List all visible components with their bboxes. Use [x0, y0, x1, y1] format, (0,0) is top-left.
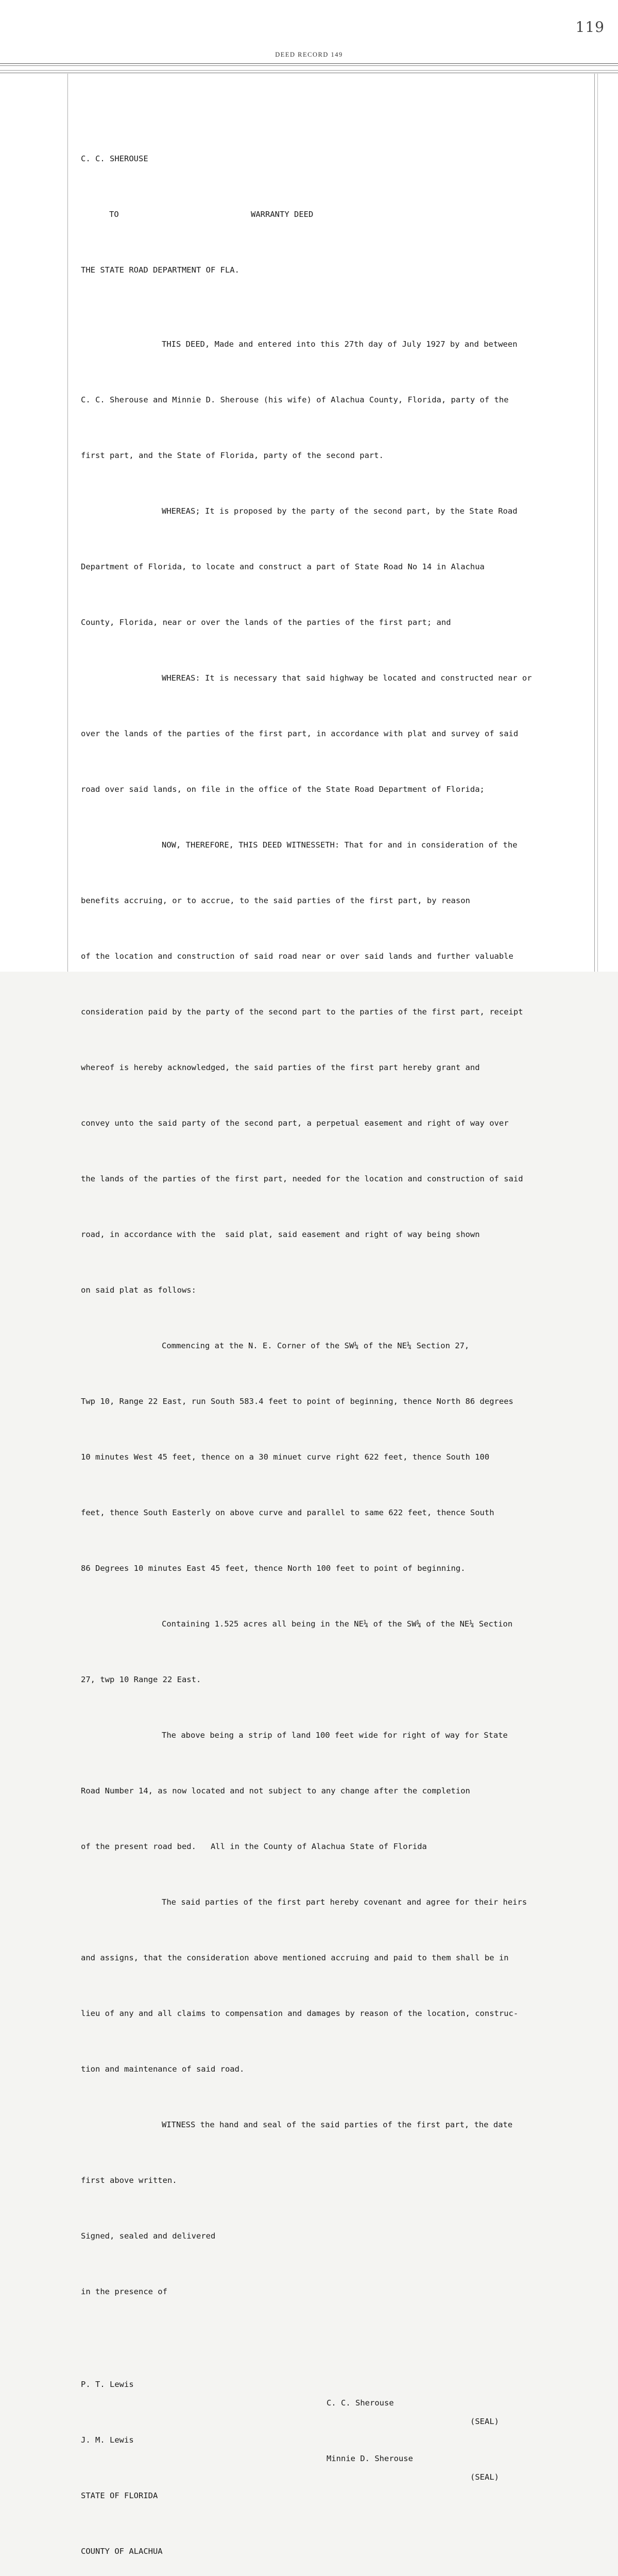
- body-line: 27, twp 10 Range 22 East.: [81, 1675, 201, 1684]
- heading-row: [81, 205, 596, 224]
- body-line: Department of Florida, to locate and construct a part of State Road No 14 in Alachua: [81, 562, 485, 571]
- venue-county: COUNTY OF ALACHUA: [81, 2547, 163, 2556]
- body-line: Containing 1.525 acres all being in the NE¼ of the SW¼ of the NE¼ Section: [162, 1619, 513, 1629]
- seal-mark: (SEAL): [470, 2417, 499, 2426]
- header-rule: [0, 70, 618, 71]
- heading-to: TO: [109, 210, 119, 219]
- deed-text: [81, 112, 596, 2576]
- body-line: the lands of the parties of the first part, needed for the location and construction of said: [81, 1174, 523, 1183]
- body-line: of the location and construction of said road near or over said lands and further valuable: [81, 952, 513, 961]
- seal-mark: (SEAL): [470, 2472, 499, 2482]
- grantee-name: THE STATE ROAD DEPARTMENT OF FLA.: [81, 265, 239, 275]
- body-line: lieu of any and all claims to compensation and damages by reason of the location, construc-: [81, 2009, 519, 2018]
- right-margin-line: [597, 74, 598, 972]
- body-line: over the lands of the parties of the first part, in accordance with plat and survey of said: [81, 729, 519, 738]
- signature-row: [81, 2357, 596, 2426]
- body-line: road, in accordance with the said plat, said easement and right of way being shown: [81, 1230, 480, 1239]
- body-line: NOW, THEREFORE, THIS DEED WITNESSETH: That for and in consideration of the: [162, 840, 518, 850]
- body-line: 86 Degrees 10 minutes East 45 feet, thence North 100 feet to point of beginning.: [81, 1564, 466, 1573]
- venue-state: STATE OF FLORIDA: [81, 2491, 158, 2500]
- body-line: County, Florida, near or over the lands of the parties of the first part; and: [81, 618, 451, 627]
- witness-name: J. M. Lewis: [81, 2435, 134, 2445]
- signer-name: Minnie D. Sherouse: [327, 2454, 413, 2463]
- body-line: The said parties of the first part hereby covenant and agree for their heirs: [162, 1897, 527, 1907]
- page-number: 119: [575, 19, 605, 36]
- header-rule: [0, 63, 618, 64]
- body-line: Road Number 14, as now located and not subject to any change after the completion: [81, 1786, 470, 1795]
- body-line: 10 minutes West 45 feet, thence on a 30 minuet curve right 622 feet, thence South 100: [81, 1452, 490, 1462]
- signer-name: C. C. Sherouse: [327, 2398, 394, 2408]
- body-line: benefits accruing, or to accrue, to the said parties of the first part, by reason: [81, 896, 470, 905]
- body-line: and assigns, that the consideration above mentioned accruing and paid to them shall be in: [81, 1953, 509, 1962]
- body-line: whereof is hereby acknowledged, the said parties of the first part hereby grant and: [81, 1063, 480, 1072]
- signature-row: [81, 2412, 596, 2482]
- body-line: of the present road bed. All in the County of Alachua State of Florida: [81, 1842, 427, 1851]
- witness-name: P. T. Lewis: [81, 2380, 134, 2389]
- document-title: WARRANTY DEED: [251, 210, 314, 219]
- grantor-name: C. C. SHEROUSE: [81, 154, 148, 163]
- body-line: road over said lands, on file in the office of the State Road Department of Florida;: [81, 785, 485, 794]
- body-line: The above being a strip of land 100 feet wide for right of way for State: [162, 1731, 508, 1740]
- body-line: Twp 10, Range 22 East, run South 583.4 feet to point of beginning, thence North 86 degrees: [81, 1397, 513, 1406]
- header-rule: [0, 65, 618, 66]
- body-line: convey unto the said party of the second part, a perpetual easement and right of way over: [81, 1118, 509, 1128]
- body-line: WITNESS the hand and seal of the said parties of the first part, the date: [162, 2120, 513, 2129]
- body-line: consideration paid by the party of the second part to the parties of the first part, receipt: [81, 1007, 523, 1016]
- body-line: THIS DEED, Made and entered into this 27th day of July 1927 by and between: [162, 340, 518, 349]
- body-line: feet, thence South Easterly on above curve and parallel to same 622 feet, thence South: [81, 1508, 494, 1517]
- body-line: WHEREAS: It is necessary that said highway be located and constructed near or: [162, 673, 532, 683]
- body-line: first part, and the State of Florida, party of the second part.: [81, 451, 384, 460]
- body-line: tion and maintenance of said road.: [81, 2064, 245, 2074]
- body-line: first above written.: [81, 2176, 177, 2185]
- running-head: DEED RECORD 149: [275, 51, 343, 58]
- body-line: Commencing at the N. E. Corner of the SW¼ of the NE¼ Section 27,: [162, 1341, 470, 1350]
- body-line: C. C. Sherouse and Minnie D. Sherouse (his wife) of Alachua County, Florida, party of the: [81, 395, 509, 404]
- body-line: Signed, sealed and delivered: [81, 2231, 216, 2241]
- body-line: in the presence of: [81, 2287, 167, 2296]
- left-margin-line: [67, 74, 68, 972]
- body-line: on said plat as follows:: [81, 1285, 196, 1295]
- body-line: WHEREAS; It is proposed by the party of the second part, by the State Road: [162, 506, 518, 516]
